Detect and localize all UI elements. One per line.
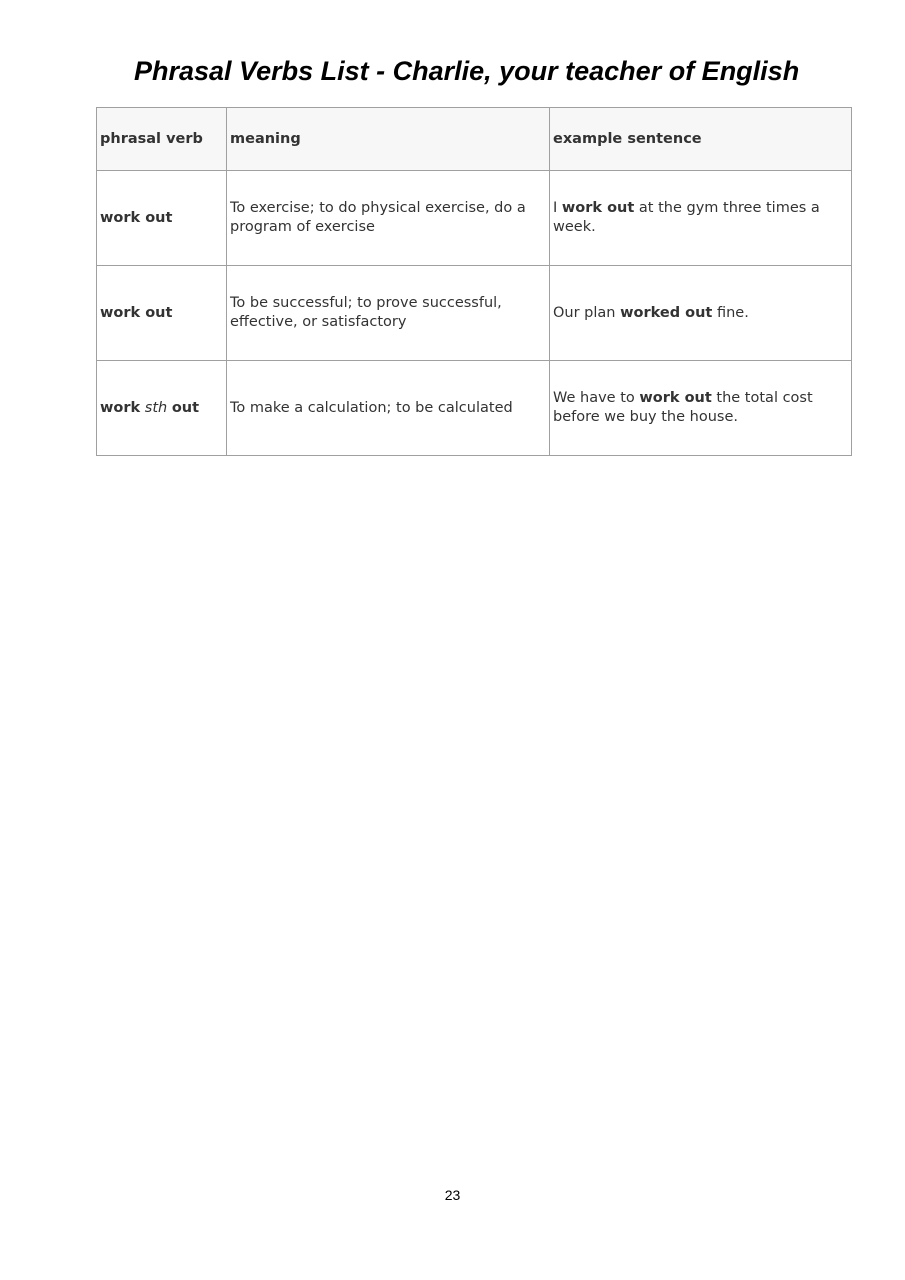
example-bold: work out bbox=[639, 390, 712, 406]
example-cell bbox=[550, 266, 852, 361]
verb: work out bbox=[100, 304, 173, 321]
verb-cell bbox=[97, 171, 227, 266]
example-text: fine. bbox=[712, 304, 749, 321]
table-row bbox=[97, 361, 852, 456]
verb-particle: out bbox=[171, 399, 200, 416]
header-meaning: meaning bbox=[227, 108, 550, 171]
table-header-row bbox=[97, 108, 852, 171]
example-text: at the gym three times a week. bbox=[553, 200, 820, 235]
example-bold: worked out bbox=[620, 304, 713, 321]
verb: work bbox=[100, 399, 141, 416]
header-example: example sentence bbox=[550, 108, 852, 171]
page-title: Phrasal Verbs List - Charlie, your teacher of English bbox=[134, 56, 800, 86]
example-text: Our plan bbox=[553, 304, 621, 321]
verb-object: sth bbox=[144, 399, 168, 416]
example-bold: work out bbox=[561, 200, 635, 216]
example-cell bbox=[550, 171, 852, 266]
example-text: the total cost before we buy the house. bbox=[553, 390, 813, 425]
verb: work out bbox=[100, 209, 173, 226]
header-phrasal-verb: phrasal verb bbox=[97, 108, 227, 171]
verb-cell bbox=[97, 361, 227, 456]
table-row bbox=[97, 171, 852, 266]
example-text: We have to bbox=[553, 390, 640, 406]
phrasal-verbs-table bbox=[96, 107, 852, 456]
page-number: 23 bbox=[444, 1187, 461, 1203]
verb-cell bbox=[97, 266, 227, 361]
meaning-cell: To exercise; to do physical exercise, do a program of exercise bbox=[227, 171, 550, 266]
meaning-cell: To be successful; to prove successful, effective, or satisfactory bbox=[227, 266, 550, 361]
table-row bbox=[97, 266, 852, 361]
example-text: I bbox=[553, 200, 562, 216]
meaning-cell: To make a calculation; to be calculated bbox=[227, 361, 550, 456]
example-cell bbox=[550, 361, 852, 456]
